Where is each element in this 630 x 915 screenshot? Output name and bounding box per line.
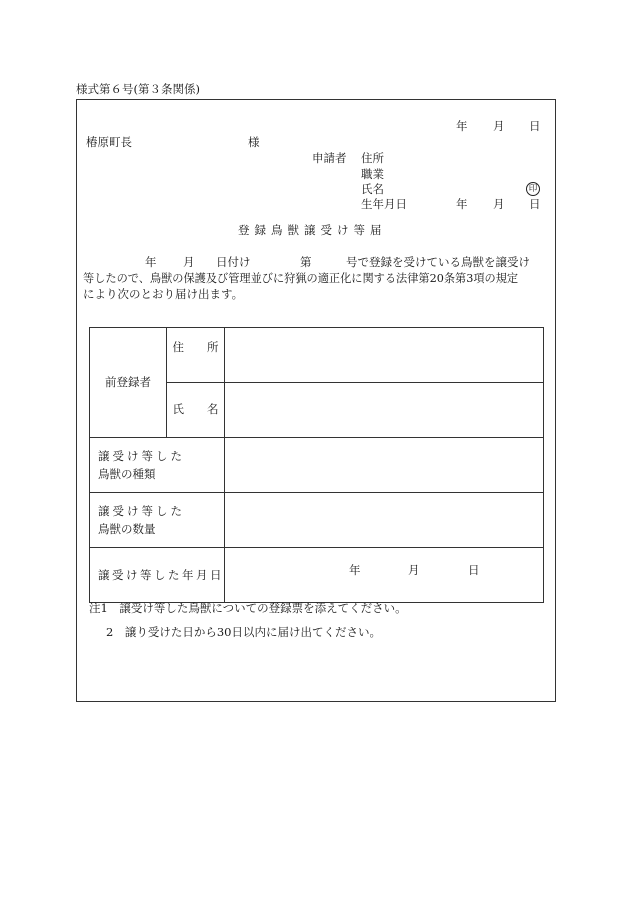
seal-mark-text: 印 [526, 182, 540, 196]
form-number: 様式第６号(第３条関係) [76, 82, 200, 96]
quantity-label [90, 493, 225, 548]
name-label: 氏 名 [167, 383, 225, 438]
quantity-label-line2: 鳥獣の数量 [98, 522, 156, 536]
species-label-line2: 鳥獣の種類 [98, 467, 156, 481]
previous-registrant-address-field[interactable] [225, 328, 544, 383]
applicant-name-label: 氏名 [361, 182, 384, 196]
applicant-address-label: 住所 [361, 151, 384, 165]
applicant-birthdate-label: 生年月日 [361, 197, 407, 211]
applicant-occupation-label: 職業 [361, 167, 384, 181]
previous-registrant-label: 前登録者 [90, 328, 167, 438]
body-month: 月 [183, 255, 195, 269]
body-line2: 等したので、鳥獣の保護及び管理並びに狩猟の適正化に関する法律第20条第3項の規定 [83, 272, 519, 285]
body-number-prefix: 第 [300, 255, 312, 269]
species-label [90, 438, 225, 493]
registration-table [89, 327, 544, 603]
note-1: 注1 譲受け等した鳥獣についての登録票を添えてください。 [89, 601, 407, 615]
species-field[interactable] [225, 438, 544, 493]
date-year: 年 [456, 119, 468, 133]
addressee-honorific: 様 [248, 135, 260, 149]
transfer-date-field[interactable] [225, 548, 544, 603]
transfer-date-month: 月 [408, 563, 420, 577]
table-row [90, 548, 544, 603]
quantity-field[interactable] [225, 493, 544, 548]
applicant-label: 申請者 [312, 151, 347, 165]
birth-day: 日 [529, 197, 541, 211]
body-line3: により次のとおり届け出ます。 [83, 287, 244, 301]
address-label: 住 所 [167, 328, 225, 383]
table-row [90, 493, 544, 548]
date-month: 月 [493, 119, 505, 133]
transfer-date-label: 譲受け等した年月日 [90, 548, 225, 603]
body-year: 年 [145, 255, 157, 269]
transfer-date-day: 日 [468, 563, 480, 577]
body-dated: 日付け [216, 255, 251, 269]
table-row [90, 328, 544, 383]
table-row [90, 438, 544, 493]
previous-registrant-name-field[interactable] [225, 383, 544, 438]
quantity-label-line1: 譲受け等した [98, 503, 185, 518]
note-2: 2 譲り受けた日から30日以内に届け出てください。 [106, 625, 381, 639]
species-label-line1: 譲受け等した [98, 448, 185, 463]
birth-month: 月 [493, 197, 505, 211]
birth-year: 年 [456, 197, 468, 211]
seal-mark-icon [526, 182, 540, 196]
document-title: 登録鳥獣譲受け等届 [238, 223, 387, 237]
addressee-name: 椿原町長 [86, 135, 132, 149]
transfer-date-year: 年 [349, 563, 361, 577]
date-day: 日 [529, 119, 541, 133]
body-line1-rest: 号で登録を受けている鳥獣を譲受け [346, 255, 530, 269]
